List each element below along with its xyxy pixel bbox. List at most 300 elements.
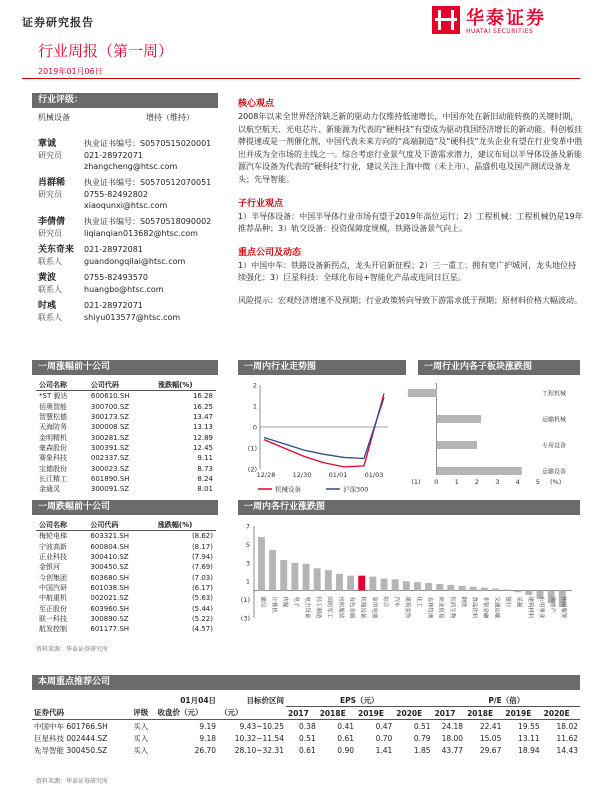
y-tick-label: 5 [245, 540, 250, 549]
industry-bar [514, 590, 521, 592]
cert-label: 执业证书编号： [84, 217, 140, 226]
losers-table [36, 520, 216, 634]
contact-phone: 021-28972071 [84, 301, 143, 310]
table-cell: 买入 [133, 721, 149, 731]
table-row [32, 744, 580, 756]
table-cell: 15.05 [479, 733, 502, 743]
table-row [36, 603, 216, 613]
table-cell: 中航重机 [39, 594, 67, 603]
rating-industry: 机械设备 [38, 113, 70, 122]
table-row [36, 552, 216, 562]
table-cell: 0.61 [299, 745, 316, 755]
legend-label: 沪深300 [343, 485, 369, 494]
table-cell: 300410.SZ [90, 553, 129, 562]
table-cell: 买入 [133, 733, 149, 743]
table-cell: 8.01 [197, 485, 213, 494]
table-cell: 9.19 [199, 721, 217, 731]
column-header: 2019E [356, 707, 394, 720]
table-row [36, 531, 216, 542]
cert-number: S0570515020001 [140, 139, 212, 148]
table-cell: 29.67 [479, 745, 502, 755]
table-cell: 智慧松德 [39, 413, 67, 422]
analyst-email[interactable]: xiaoqunxi@htsc.com [84, 201, 168, 210]
y-tick-label: 3 [245, 559, 250, 568]
range-header: 目标价区间 [246, 695, 284, 705]
column-header: 涨跌幅(%) [155, 380, 216, 391]
contact-phone: 021-28972081 [84, 245, 143, 254]
category-label: 采掘 [515, 596, 522, 608]
header-row [32, 694, 580, 707]
column-header: 2018E [465, 707, 503, 720]
contact-role: 联系人 [38, 257, 62, 266]
table-cell: 601038.SH [90, 583, 130, 592]
table-row [36, 422, 216, 432]
table-cell: 603321.SH [90, 532, 130, 541]
table-cell: 至正股份 [39, 604, 67, 613]
table-cell: 0.79 [413, 733, 431, 743]
contact-name: 时彧 [38, 301, 57, 311]
industry-bar [492, 589, 499, 591]
table-cell: 19.55 [518, 721, 540, 731]
industry-bar [258, 537, 265, 590]
table-cell: 12.45 [192, 443, 213, 452]
category-label: 工程机械 [542, 390, 567, 398]
analyst-block [38, 177, 228, 211]
table-cell: 天海防务 [39, 423, 67, 432]
industry-chart-head: 一周内各行业涨跌图 [238, 500, 580, 515]
y-tick-label: 1 [245, 577, 250, 586]
industry-bar [381, 578, 388, 590]
table-cell: 002021.SZ [90, 594, 129, 603]
sub-head: 子行业观点 [238, 198, 284, 209]
analyst-row [38, 216, 228, 228]
table-cell: 航发控制 [39, 625, 67, 634]
recommend-head: 本周重点推荐公司 [32, 675, 580, 690]
industry-bar [325, 570, 332, 590]
y-tick-label: (1) [247, 444, 257, 453]
table-cell: 金通灵 [39, 485, 60, 494]
contact-email[interactable]: huangbo@htsc.com [84, 285, 164, 294]
x-tick-label: 5 [535, 478, 541, 486]
table-row [36, 614, 216, 624]
industry-bar [503, 589, 510, 590]
losers-head: 一周跌幅前十公司 [32, 500, 218, 515]
table-cell: 002337.SZ [90, 454, 130, 463]
line-chart-head: 一周内行业走势图 [238, 360, 406, 375]
table-row [36, 443, 216, 453]
x-tick-label: 0 [434, 478, 439, 486]
column-header: 2017 [433, 707, 466, 720]
date-label: 01月04日 [180, 695, 217, 705]
column-header: 2018E [318, 707, 356, 720]
table-row [36, 562, 216, 572]
category-label: 非银金融 [482, 596, 489, 619]
category-label: 农林牧渔 [426, 596, 433, 619]
hbar-chart-head: 一周行业内各子板块涨跌图 [418, 360, 580, 375]
contact-email[interactable]: guandongqilai@htsc.com [84, 257, 186, 266]
table-cell: 0.51 [413, 721, 431, 731]
industry-bar [525, 590, 532, 595]
analyst-role: 研究员 [38, 229, 62, 238]
industry-bar [314, 568, 321, 590]
cert-number: S0570518090002 [140, 217, 212, 226]
category-label: 银行 [504, 596, 511, 608]
x-tick-label: 12/30 [292, 471, 312, 479]
contact-role: 联系人 [38, 285, 62, 294]
y-tick-label: (1) [240, 596, 250, 605]
contact-name: 关东奇来 [38, 245, 75, 255]
table-cell: 买入 [133, 745, 149, 755]
gainers-head: 一周涨幅前十公司 [32, 360, 218, 375]
category-label: 运输机械 [542, 416, 567, 424]
column-header: 涨跌幅(%) [155, 520, 216, 531]
table-cell: 0.47 [375, 721, 393, 731]
table-cell: 601890.SH [90, 474, 130, 483]
analyst-name: 李倩倩 [38, 217, 66, 227]
rating-value: 增持（维持） [146, 113, 194, 122]
table-cell: (8.62) [191, 532, 213, 541]
analyst-list [38, 138, 228, 328]
category-label: 电力设备 [303, 596, 310, 619]
x-tick-label: 01/03 [364, 471, 384, 479]
category-label: 纺织服装 [337, 596, 344, 619]
table-cell: 1.41 [375, 745, 393, 755]
analyst-row [38, 189, 228, 200]
y-tick-label: 2 [252, 381, 257, 390]
table-cell: (8.17) [191, 542, 213, 551]
x-tick-label: 12/28 [256, 471, 276, 479]
recommend-table-wrap [32, 694, 580, 756]
table-row [36, 474, 216, 484]
table-cell: 0.61 [337, 733, 354, 743]
industry-bar [425, 583, 432, 590]
table-row [36, 463, 216, 473]
table-cell: 300008.SZ [90, 423, 130, 432]
series-line [264, 398, 384, 459]
cert-label: 执业证书编号： [84, 139, 140, 148]
table-cell: 300173.SZ [90, 413, 130, 422]
contact-name: 黄波 [38, 273, 57, 283]
core-head: 核心观点 [238, 99, 275, 109]
analyst-phone: 0755-82492802 [84, 190, 148, 199]
column-header: 公司名称 [36, 380, 88, 391]
category-label: 建筑装饰 [404, 596, 411, 619]
analyst-block [38, 138, 228, 172]
analyst-role: 研究员 [38, 151, 62, 160]
table-cell: (7.69) [191, 563, 213, 572]
text-column [238, 96, 583, 308]
report-title: 行业周报（第一周） [38, 42, 174, 60]
table-cell: 300700.SZ [90, 402, 130, 411]
industry-bar [470, 587, 477, 591]
x-tick-label: 2 [474, 478, 480, 486]
contact-email[interactable]: shiyu013577@htsc.com [84, 313, 181, 322]
table-row [32, 720, 580, 733]
category-label: 医药生物 [448, 596, 455, 619]
industry-bar [403, 581, 410, 590]
analyst-name: 章诚 [38, 139, 57, 149]
table-cell: 11.62 [556, 733, 578, 743]
category-label: 化工 [415, 596, 422, 608]
table-cell: 赛象科技 [39, 454, 67, 463]
table-cell: 中国中车 601766.SH [34, 721, 108, 731]
contact-phone: 0755-82493570 [84, 273, 148, 282]
x-tick-label: (1) [411, 478, 421, 486]
category-label: 机械设备 [359, 596, 366, 619]
table-cell: 300450.SZ [90, 563, 129, 572]
column-header: 公司代码 [88, 380, 155, 391]
cert-label: 执业证书编号： [84, 178, 140, 187]
column-header: 收盘价（元） [156, 707, 219, 720]
contact-block [38, 244, 228, 267]
category-label: 公用事业 [537, 596, 544, 619]
table-cell: 今创集团 [39, 573, 67, 582]
table-cell: (7.03) [191, 573, 213, 582]
analyst-name: 肖群稀 [38, 178, 66, 188]
analyst-block [38, 216, 228, 239]
column-header: 2020E [394, 707, 432, 720]
table-row [36, 453, 216, 463]
industry-bar [436, 584, 443, 590]
category-label: 房地产 [549, 596, 556, 613]
table-cell: 9.11 [197, 454, 213, 463]
contact-block [38, 300, 228, 323]
table-cell: 601177.SH [90, 625, 130, 634]
category-label: 国防军工 [326, 596, 333, 619]
table-cell: 宁波高新 [39, 542, 67, 551]
contact-role: 联系人 [38, 313, 62, 322]
table-cell: 603680.SH [90, 573, 130, 582]
analyst-role: 研究员 [38, 190, 62, 199]
table-cell: 0.70 [375, 733, 393, 743]
table-cell: 28.10~32.31 [234, 745, 284, 755]
table-row [36, 542, 216, 552]
table-row [36, 624, 216, 634]
table-cell: 14.43 [556, 745, 578, 755]
table-cell: 10.32~11.54 [234, 733, 284, 743]
column-header: 证券代码 [32, 707, 131, 720]
companies-head: 重点公司及动态 [238, 247, 302, 258]
recommend-table [32, 694, 580, 756]
table-row [36, 593, 216, 603]
table-cell: 金明精机 [39, 433, 67, 442]
table-cell: 长江精工 [39, 474, 67, 483]
industry-bar [336, 574, 343, 591]
table-cell: 43.77 [441, 745, 464, 755]
table-cell: 18.00 [441, 733, 464, 743]
table-cell: 中国汽研 [39, 583, 67, 592]
pe-header: P/E（倍） [433, 694, 580, 707]
table-row [36, 432, 216, 442]
report-type-label: 证券研究报告 [22, 16, 94, 29]
table-cell: 24.18 [441, 721, 464, 731]
category-label: 钢铁 [459, 596, 466, 608]
header-row [32, 707, 580, 720]
industry-trend-chart [238, 377, 406, 497]
x-tick-label: 3 [495, 478, 500, 486]
blank-cell [131, 694, 155, 707]
industry-bar [447, 585, 454, 591]
table-cell: (5.63) [191, 594, 213, 603]
column-header: 公司代码 [87, 520, 155, 531]
table-row [36, 484, 216, 494]
table-cell: 佰奥智能 [39, 402, 67, 411]
category-label: 专用设备 [542, 442, 567, 450]
industry-bar [392, 579, 399, 590]
table-cell: *ST 毅达 [39, 392, 68, 401]
industry-bar [347, 576, 354, 591]
header-divider [22, 78, 580, 79]
category-label: 休闲服务 [560, 596, 567, 619]
table-row [32, 732, 580, 744]
contact-row [38, 272, 228, 284]
table-cell: 正业科技 [39, 553, 67, 562]
category-label: 建筑材料 [526, 596, 533, 619]
table-row [36, 412, 216, 422]
table-cell: 603960.SH [90, 604, 130, 613]
table-cell: 0.51 [299, 733, 316, 743]
column-header: （元） [218, 707, 286, 720]
report-date: 2019年01月06日 [38, 67, 103, 76]
cert-number: S0570512070051 [140, 178, 212, 187]
industry-change-chart [232, 518, 582, 653]
legend-label: 机械设备 [275, 485, 301, 494]
category-label: 有色金属 [348, 596, 355, 619]
table-cell: 1.85 [413, 745, 431, 755]
table-cell: 22.41 [479, 721, 502, 731]
recommend-source: 资料来源：华泰证券研究所 [36, 778, 109, 785]
table-cell: 梅轮电梯 [39, 532, 67, 541]
rating-head: 行业评级： [32, 93, 218, 108]
y-tick-label: 7 [245, 522, 250, 531]
table-cell: 金银河 [39, 563, 60, 572]
risk-text: 风险提示：宏观经济增速不及预期；行业政策转向导致下游需求低于预期；原材料价格大幅波动。 [238, 295, 582, 305]
logo-cn: 华泰证券 [466, 8, 546, 29]
table-cell: (6.17) [191, 583, 213, 592]
category-label: 汽车 [393, 596, 400, 608]
table-row [36, 391, 216, 402]
table-cell: 先导智能 300450.SZ [34, 745, 108, 755]
y-tick-label: 0 [252, 423, 257, 432]
column-header: 2019E [503, 707, 541, 720]
column-header: 2020E [542, 707, 580, 720]
industry-bar [269, 550, 276, 590]
table-cell: 300091.SZ [90, 485, 130, 494]
analyst-row [38, 138, 228, 150]
y-tick-label: (3) [240, 614, 250, 623]
column-header: 2017 [286, 707, 318, 720]
table-cell: (7.94) [191, 553, 213, 562]
table-cell: 9.18 [199, 733, 217, 743]
industry-bar [459, 586, 466, 591]
analyst-phone: 021-28972071 [84, 151, 143, 160]
industry-bar [303, 564, 310, 591]
table-cell: 600804.SH [90, 542, 130, 551]
table-cell: 12.89 [192, 433, 213, 442]
table-cell: 300023.SZ [90, 464, 130, 473]
table-row [36, 572, 216, 582]
sub-text: 1）半导体设备：中国半导体行业市场有望于2019年高位运行；2）工程机械：工程机械仍是19年推荐品种；3）轨交设备：投资保障度规模，铁路设备景气向上。 [238, 211, 583, 234]
losers-source: 资料来源：华泰证券研究所 [36, 646, 109, 653]
analyst-email[interactable]: zhangcheng@htsc.com [84, 162, 178, 171]
category-label: 传媒 [281, 596, 288, 608]
logo-en: HUATAI SECURITIES [466, 28, 534, 35]
gainers-table [36, 380, 216, 494]
analyst-row [38, 177, 228, 189]
category-label: 计算机 [270, 596, 277, 613]
sub-sector-chart [400, 377, 580, 497]
table-cell: 0.90 [337, 745, 354, 755]
table-cell: 13.11 [518, 733, 540, 743]
eps-header: EPS（元） [286, 694, 433, 707]
x-tick-label: 1 [454, 478, 459, 486]
industry-bar [280, 560, 287, 590]
category-label: 商业贸易 [437, 596, 444, 619]
category-label: 综合 [381, 596, 388, 608]
contact-row [38, 256, 228, 267]
analyst-row [38, 228, 228, 239]
table-cell: 16.25 [192, 402, 213, 411]
table-cell: 300281.SZ [90, 433, 130, 442]
contact-row [38, 284, 228, 295]
analyst-phone: liqianqian013682@htsc.com [84, 229, 198, 238]
category-label: 家用电器 [370, 596, 377, 619]
table-cell: 26.70 [194, 745, 217, 755]
contact-row [38, 300, 228, 312]
y-tick-label: 1 [252, 402, 257, 411]
table-cell: 0.38 [299, 721, 316, 731]
industry-bar [369, 577, 376, 591]
table-cell: 9.43~10.25 [239, 721, 284, 731]
x-axis-unit: (%) [550, 478, 562, 486]
contact-row [38, 312, 228, 323]
huatai-logo [432, 4, 582, 40]
table-cell: 18.94 [518, 745, 540, 755]
table-row [36, 402, 216, 412]
industry-bar [414, 582, 421, 590]
contact-block [38, 272, 228, 295]
contact-row [38, 244, 228, 256]
table-cell: 13.47 [192, 413, 213, 422]
category-label: 交通运输 [493, 596, 500, 619]
table-cell: 13.13 [192, 423, 213, 432]
logo-mark-icon [432, 6, 460, 34]
category-label: 运输设备 [542, 468, 567, 476]
category-label: 通信 [259, 596, 266, 608]
table-cell: 0.41 [337, 721, 354, 731]
analyst-row [38, 150, 228, 161]
x-tick-label: 01/01 [328, 471, 348, 479]
table-row [36, 583, 216, 593]
table-cell: 18.02 [556, 721, 578, 731]
y-tick-label: (2) [247, 465, 257, 474]
table-cell: 巨星科技 002444.SZ [34, 733, 108, 743]
category-label: 食品饮料 [471, 596, 478, 619]
table-cell: (5.44) [191, 604, 213, 613]
sub-sector-bar [436, 467, 521, 475]
blank-cell [32, 694, 131, 707]
sub-sector-bar [436, 441, 477, 449]
table-cell: 8.73 [197, 464, 213, 473]
industry-bar [358, 576, 365, 591]
category-label: 轻工制造 [315, 596, 322, 619]
table-cell: 豪森股份 [39, 443, 67, 452]
column-header: 公司名称 [36, 520, 87, 531]
category-label: 电子 [292, 596, 299, 608]
industry-bar [291, 563, 298, 591]
companies-text: 1）中国中车：铁路设备新拐点，龙头开启新征程；2）三一重工：拥有宽广护城河，龙头地位持续强化；3）巨星科技：全球化布局+智能化产品或连同日巨星。 [238, 260, 577, 283]
table-cell: 300890.SZ [90, 614, 129, 623]
